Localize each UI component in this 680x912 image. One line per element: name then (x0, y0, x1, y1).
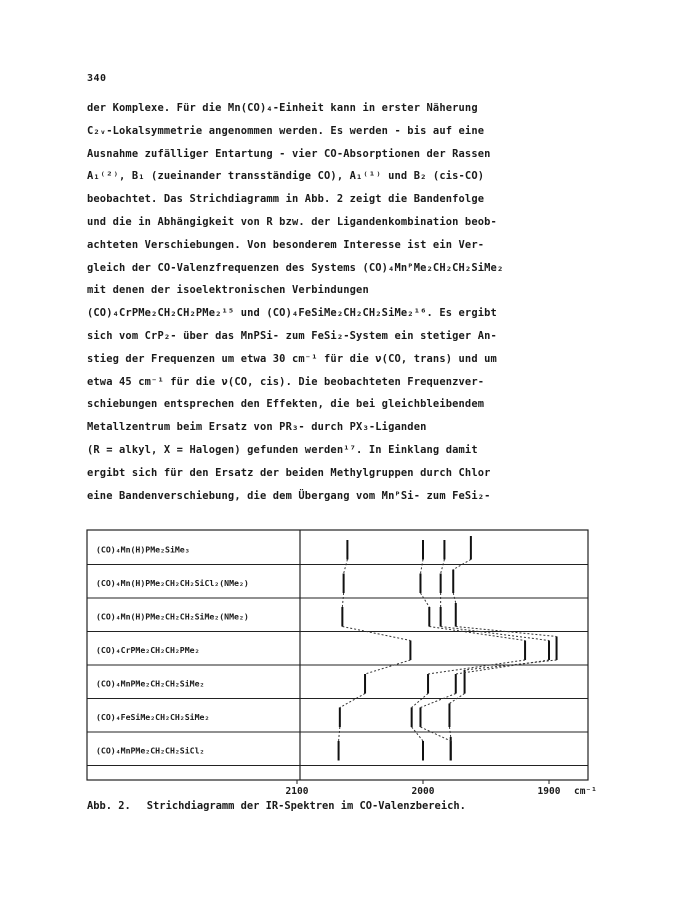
correlation-line (428, 660, 525, 674)
correlation-line (441, 560, 445, 574)
page-number: 340 (87, 73, 107, 84)
paragraph-line: achteten Verschiebungen. Von besonderem Interesse ist ein Ver- (87, 238, 485, 251)
axis-unit-label: cm⁻¹ (574, 786, 597, 797)
paragraph-line: der Komplexe. Für die Mn(CO)₄-Einheit kann in erster Näherung (87, 102, 478, 114)
paragraph-line: (CO)₄CrPMe₂CH₂CH₂PMe₂¹⁵ und (CO)₄FeSiMe₂CH₂CH₂SiMe₂¹⁶. Es ergibt (87, 307, 497, 320)
correlation-line (420, 727, 450, 741)
paragraph-line: eine Bandenverschiebung, die dem Übergang vom MnᴾSi- zum FeSi₂- (87, 489, 491, 502)
axis-tick-label: 2100 (285, 786, 309, 797)
paragraph-line: schiebungen entsprechen den Effekten, die bei gleichbleibendem (87, 398, 485, 411)
compound-label: (CO)₄FeSiMe₂CH₂CH₂SiMe₂ (96, 711, 210, 722)
paragraph-line: stieg der Frequenzen um etwa 30 cm⁻¹ für die ν(CO, trans) und um (87, 352, 497, 365)
paragraph-line: und die in Abhängigkeit von R bzw. der Ligandenkombination beob- (87, 215, 497, 228)
correlation-line (365, 660, 410, 674)
axis-tick-label: 1900 (537, 786, 561, 797)
correlation-line (420, 560, 423, 574)
diagram-frame (87, 530, 588, 780)
paragraph-line: ergibt sich für den Ersatz der beiden Methylgruppen durch Chlor (87, 466, 491, 479)
figure-caption (87, 800, 466, 812)
paragraph-line: beobachtet. Das Strichdiagramm in Abb. 2 zeigt die Bandenfolge (87, 193, 485, 206)
paragraph-line: gleich der CO-Valenzfrequenzen des Systems (CO)₄MnᴾMe₂CH₂CH₂SiMe₂ (87, 261, 504, 274)
correlation-line (340, 694, 365, 708)
correlation-line (449, 727, 450, 737)
paragraph-line: Ausnahme zufälliger Entartung - vier CO-Absorptionen der Rassen (87, 147, 491, 160)
correlation-line (342, 627, 410, 641)
paragraph-line: mit denen der isoelektronischen Verbindungen (87, 284, 369, 297)
compound-label: (CO)₄Mn(H)PMe₂CH₂CH₂SiMe₂(NMe₂) (96, 611, 249, 622)
paragraph-line: etwa 45 cm⁻¹ für die ν(CO, cis). Die beobachteten Frequenzver- (87, 375, 485, 388)
caption-label: Abb. 2. (87, 800, 131, 812)
correlation-line (344, 560, 348, 574)
axis-tick-label: 2000 (411, 786, 435, 797)
compound-label: (CO)₄Mn(H)PMe₂CH₂CH₂SiCl₂(NMe₂) (96, 577, 249, 588)
caption-text: Strichdiagramm der IR-Spektren im CO-Valenzbereich. (146, 800, 466, 812)
paragraph-line: C₂ᵥ-Lokalsymmetrie angenommen werden. Es werden - bis auf eine (87, 124, 485, 137)
paragraph-line: Metallzentrum beim Ersatz von PR₃- durch PX₃-Liganden (87, 421, 427, 434)
correlation-line (420, 593, 429, 607)
paragraph-line: (R = alkyl, X = Halogen) gefunden werden¹⁷. In Einklang damit (87, 443, 478, 456)
compound-label: (CO)₄MnPMe₂CH₂CH₂SiMe₂ (96, 678, 205, 689)
correlation-line (339, 727, 340, 741)
compound-label: (CO)₄CrPMe₂CH₂CH₂PMe₂ (96, 644, 200, 655)
correlation-line (420, 694, 455, 708)
correlation-line (441, 627, 549, 641)
correlation-line (412, 727, 423, 741)
paragraph-line: A₁⁽²⁾, B₁ (zueinander transständige CO), A₁⁽¹⁾ und B₂ (cis-CO) (87, 170, 485, 183)
compound-label: (CO)₄MnPMe₂CH₂CH₂SiCl₂ (96, 745, 205, 756)
compound-label: (CO)₄Mn(H)PMe₂SiMe₃ (96, 544, 190, 555)
paragraph-line: sich vom CrP₂- über das MnPSi- zum FeSi₂-System ein stetiger An- (87, 329, 497, 342)
correlation-line (342, 593, 343, 607)
